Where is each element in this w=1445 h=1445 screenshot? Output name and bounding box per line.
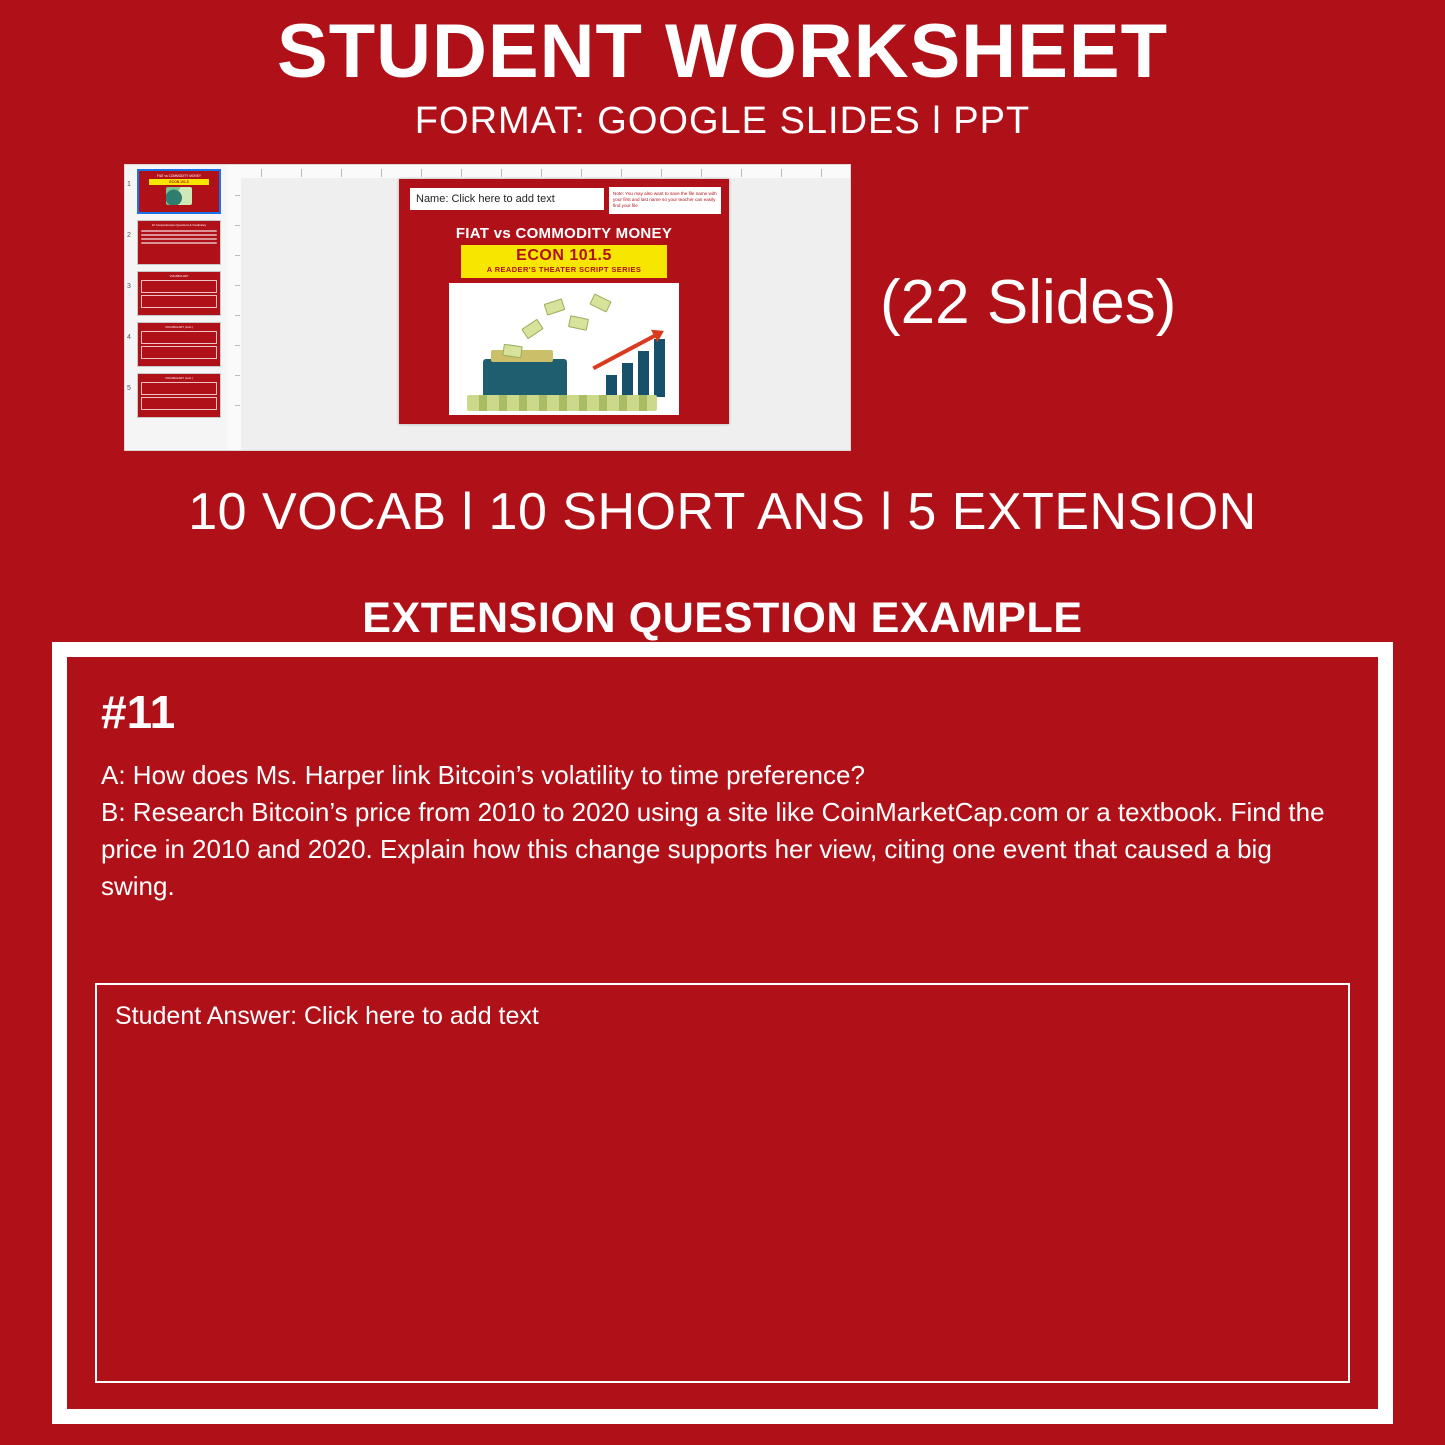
slide-thumbnail[interactable] (137, 220, 221, 265)
worksheet-card (52, 642, 1393, 1424)
slide-title: FIAT vs COMMODITY MONEY (455, 225, 673, 242)
question-part-b: B: Research Bitcoin’s price from 2010 to 2020 using a site like CoinMarketCap.com or a textbook. Find the price in 2010 and 2020. Explain how this change supports her view, citing one event that caused a big swing. (101, 796, 1325, 901)
slide-band-main: ECON 101.5 (516, 247, 612, 264)
slide-number: 5 (127, 385, 131, 392)
content-counts: 10 VOCAB l 10 SHORT ANS l 5 EXTENSION (188, 483, 1257, 541)
filmstrip-item-5[interactable] (125, 369, 227, 420)
slide-thumbnail[interactable] (137, 169, 221, 214)
slide-number: 3 (127, 283, 131, 290)
thumbnail-heading: VOCABULARY (cont.) (165, 325, 193, 329)
flying-bill-icon (521, 319, 543, 340)
thumbnail-heading: VOCABULARY (169, 274, 189, 278)
thumbnail-box (141, 295, 217, 308)
thumbnail-box (141, 382, 217, 395)
question-part-a: A: How does Ms. Harper link Bitcoin’s volatility to time preference? (101, 760, 865, 790)
filmstrip-item-2[interactable] (125, 216, 227, 267)
money-printer-icon (483, 359, 567, 399)
page-title: STUDENT WORKSHEET (277, 9, 1168, 94)
thumbnail-box (141, 280, 217, 293)
name-field[interactable]: Name: Click here to add text (409, 187, 605, 211)
slide-artwork (449, 283, 679, 415)
thumbnail-heading: VOCABULARY (cont.) (165, 376, 193, 380)
save-note: Note: You may also want to save the file name with your first and last name so your teacher can easily find your file (609, 187, 721, 214)
slide-thumbnail[interactable] (137, 322, 221, 367)
filmstrip-item-4[interactable] (125, 318, 227, 369)
slide-number: 1 (127, 181, 131, 188)
question-number: #11 (101, 686, 176, 738)
slide-band-sub: A READER'S THEATER SCRIPT SERIES (486, 265, 642, 274)
filmstrip-item-1[interactable] (125, 165, 227, 216)
thumbnail-box (141, 331, 217, 344)
thumbnail-title: FIAT vs COMMODITY MONEY (157, 174, 201, 178)
preview-row (0, 164, 1445, 454)
flying-bill-icon (568, 315, 589, 331)
student-answer-box[interactable] (95, 983, 1350, 1383)
section-heading: EXTENSION QUESTION EXAMPLE (362, 594, 1083, 642)
student-answer-placeholder[interactable]: Student Answer: Click here to add text (115, 1002, 539, 1030)
current-slide[interactable] (399, 179, 729, 424)
slide-thumbnail[interactable] (137, 271, 221, 316)
thumbnail-box (141, 397, 217, 410)
slide-filmstrip[interactable] (125, 165, 228, 450)
slide-band (461, 245, 667, 278)
slide-number: 4 (127, 334, 131, 341)
vertical-ruler (227, 165, 242, 450)
filmstrip-item-3[interactable] (125, 267, 227, 318)
thumbnail-band: ECON 101.5 (149, 179, 209, 185)
flying-bill-icon (544, 298, 566, 315)
thumbnail-box (141, 346, 217, 359)
horizontal-ruler (241, 165, 850, 179)
format-subtitle: FORMAT: GOOGLE SLIDES l PPT (414, 100, 1031, 142)
slides-count-label: (22 Slides) (880, 268, 1177, 337)
thumbnail-lines (138, 227, 220, 244)
cash-pile (467, 395, 657, 411)
thumbnail-image (166, 187, 192, 205)
thumbnail-heading: 10 Comprehension Questions & Vocabulary (151, 223, 207, 227)
flying-bill-icon (589, 293, 611, 312)
worksheet-card-inner (64, 654, 1381, 1412)
google-slides-preview (124, 164, 851, 451)
slide-thumbnail[interactable] (137, 373, 221, 418)
flying-bill-icon (502, 344, 522, 359)
slide-number: 2 (127, 232, 131, 239)
header (0, 0, 1445, 140)
